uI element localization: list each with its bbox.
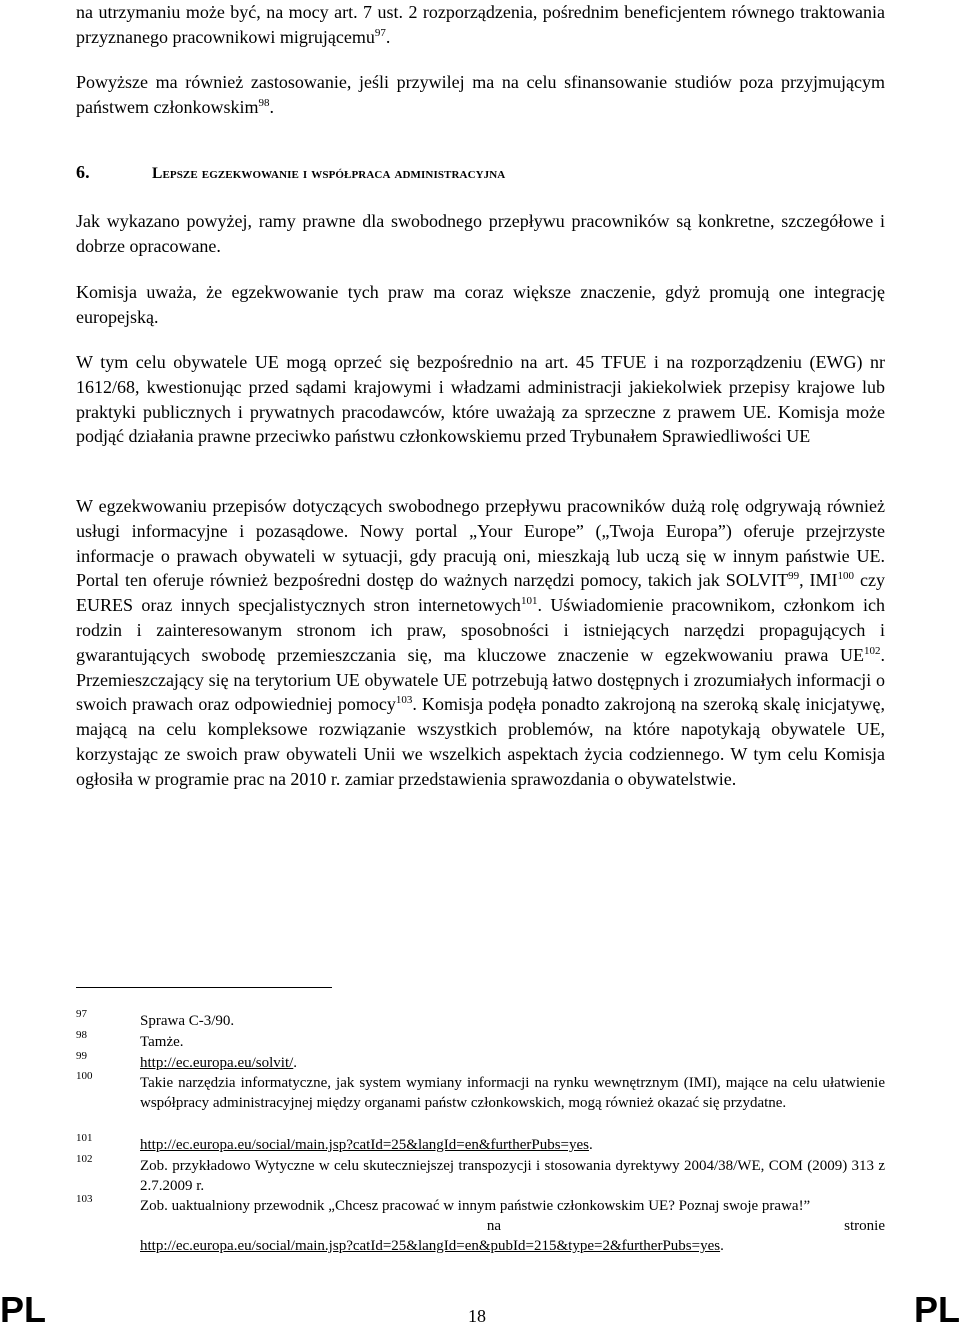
text-segment: , IMI [799, 570, 838, 591]
footnote-line [140, 1196, 885, 1216]
footnote-number: 102 [76, 1153, 93, 1165]
section-heading [76, 162, 505, 183]
footnote-number: 98 [76, 1029, 87, 1041]
footnote-text [140, 1053, 885, 1073]
text-segment: . Komisja podęła ponadto zakrojoną na szeroką skalę inicjatywę, mającą na celu kompleksowe rozwiązanie wszystkich problemów, na które napotykają obywatele UE, korzystając ze swoich praw obywateli Unii we wszelkich aspektach życia codziennego. W tym celu Komisja ogłosiła w programie prac na 2010 r. zamiar przedstawienia sprawozdania o obywatelstwie. [76, 694, 886, 789]
footnote-text: Zob. przykładowo Wytyczne w celu skuteczniejszej transpozycji i stosowania dyrektywy 2004/38/WE, COM (2009) 313 z 2.7.2009 r. [140, 1158, 885, 1194]
footnote-text-end: . [589, 1137, 593, 1153]
paragraph-text: na utrzymaniu może być, na mocy art. 7 ust. 2 rozporządzenia, pośrednim beneficjentem równego traktowania przyznanego pracownikowi migrującemu [76, 2, 885, 47]
text-segment: czy EURES oraz innych specjalistycznych stron internetowych [76, 570, 885, 616]
text-segment: W egzekwowaniu przepisów dotyczących swobodnego przepływu pracowników dużą rolę odgrywają również usługi informacyjne i pozasądowe. Nowy portal „Your Europe” („Twoja Europa”) oferuje przejrzyste informacje o prawach obywateli w sytuacji, gdy pracują oni, mieszkają lub uczą się w innym państwie UE. Portal ten oferuje również bezpośredni dostęp do ważnych narzędzi pomocy, takich jak SOLVIT [76, 496, 885, 591]
footnote-link[interactable]: http://ec.europa.eu/solvit/ [140, 1055, 294, 1071]
paragraph-end: . [269, 96, 274, 117]
paragraph-continuation [76, 0, 885, 50]
paragraph-text: Powyższe ma również zastosowanie, jeśli przywilej ma na celu sfinansowanie studiów poza przyjmującym państwem członkowskim [76, 72, 885, 117]
text-segment: . Uświadomienie pracownikom, członkom ich rodzin i zainteresowanym stronom ich praw, sposobności i istniejących narzędzi propagujących i gwarantujących swobodę przemieszczania się, ma kluczowe znaczenie w egzekwowaniu prawa UE [76, 595, 885, 665]
text-segment: . Przemieszczający się na terytorium UE obywatele UE potrzebują łatwo dostępnych i zrozumiałych informacji o swoich prawach oraz odpowiedniej pomocy [76, 644, 885, 715]
paragraph-citizens-rights: W tym celu obywatele UE mogą oprzeć się bezpośrednio na art. 45 TFUE i na rozporządzeniu (EWG) nr 1612/68, kwestionując przed sądami krajowymi i władzami administracji jakiekolwiek przepisy krajowe lub praktyki publicznych i prywatnych pracodawców, które uważają za sprzeczne z prawem UE. Komisja może podjąć działania prawne przeciwko państwu członkowskiemu przed Trybunałem Sprawiedliwości UE [76, 352, 885, 447]
section-title: Lepsze egzekwowanie i współpraca administracyjna [152, 165, 506, 182]
footnote-text [140, 1196, 885, 1256]
footnote-link[interactable]: http://ec.europa.eu/social/main.jsp?catId=25&langId=en&furtherPubs=yes [140, 1137, 590, 1153]
footnote-number: 100 [76, 1070, 93, 1082]
footnote-number: 101 [76, 1132, 93, 1144]
footnote-text: Takie narzędzia informatyczne, jak system wymiany informacji na rynku wewnętrznym (IMI), mające na celu ułatwienie współpracy administracyjnej między organami państw członkowskich, mogą również okazać się przydatne. [140, 1075, 885, 1111]
paragraph-commission-view: Komisja uważa, że egzekwowanie tych praw ma coraz większe znaczenie, gdyż promują one integrację europejską. [76, 282, 885, 327]
footnote-ref-101[interactable]: 101 [520, 595, 538, 608]
footnote-separator [76, 987, 332, 988]
footnote-text-end: . [293, 1055, 298, 1071]
footnote-ref-97[interactable]: 97 [374, 26, 386, 39]
footnote-text-end: . [720, 1238, 724, 1254]
paragraph-information-services [76, 494, 885, 792]
paragraph-end: . [385, 26, 391, 47]
footer-language-right: PL [913, 1289, 960, 1330]
footnote-text [140, 1135, 885, 1155]
footnote-text-start: Zob. uaktualniony przewodnik „Chcesz pracować w innym państwie członkowskim UE? Poznaj swoje prawa!” [140, 1198, 811, 1214]
footnote-number: 99 [76, 1050, 87, 1062]
paragraph-legal-framework: Jak wykazano powyżej, ramy prawne dla swobodnego przepływu pracowników są konkretne, szczegółowe i dobrze opracowane. [76, 211, 885, 256]
footnote-line [140, 1238, 724, 1254]
footnote-word: na [486, 1218, 502, 1234]
paragraph-scholarship [76, 70, 885, 120]
section-number: 6. [76, 162, 90, 182]
footnote-number: 103 [76, 1193, 93, 1205]
footnote-ref-99[interactable]: 99 [788, 570, 800, 583]
page-number: 18 [468, 1306, 486, 1326]
footnote-ref-98[interactable]: 98 [258, 96, 270, 109]
footer-language-left: PL [0, 1289, 47, 1330]
footnote-link[interactable]: http://ec.europa.eu/social/main.jsp?catId=25&langId=en&pubId=215&type=2&furtherPubs=yes [140, 1238, 721, 1254]
footnote-text: Sprawa C-3/90. [140, 1013, 235, 1029]
footnote-word: stronie [844, 1218, 885, 1234]
footnote-ref-102[interactable]: 102 [864, 644, 881, 657]
footnote-ref-103[interactable]: 103 [395, 694, 413, 707]
footnote-ref-100[interactable]: 100 [837, 570, 855, 583]
footnote-text: Tamże. [140, 1034, 184, 1050]
footnote-number: 97 [76, 1008, 87, 1020]
footnote-line [140, 1216, 885, 1236]
